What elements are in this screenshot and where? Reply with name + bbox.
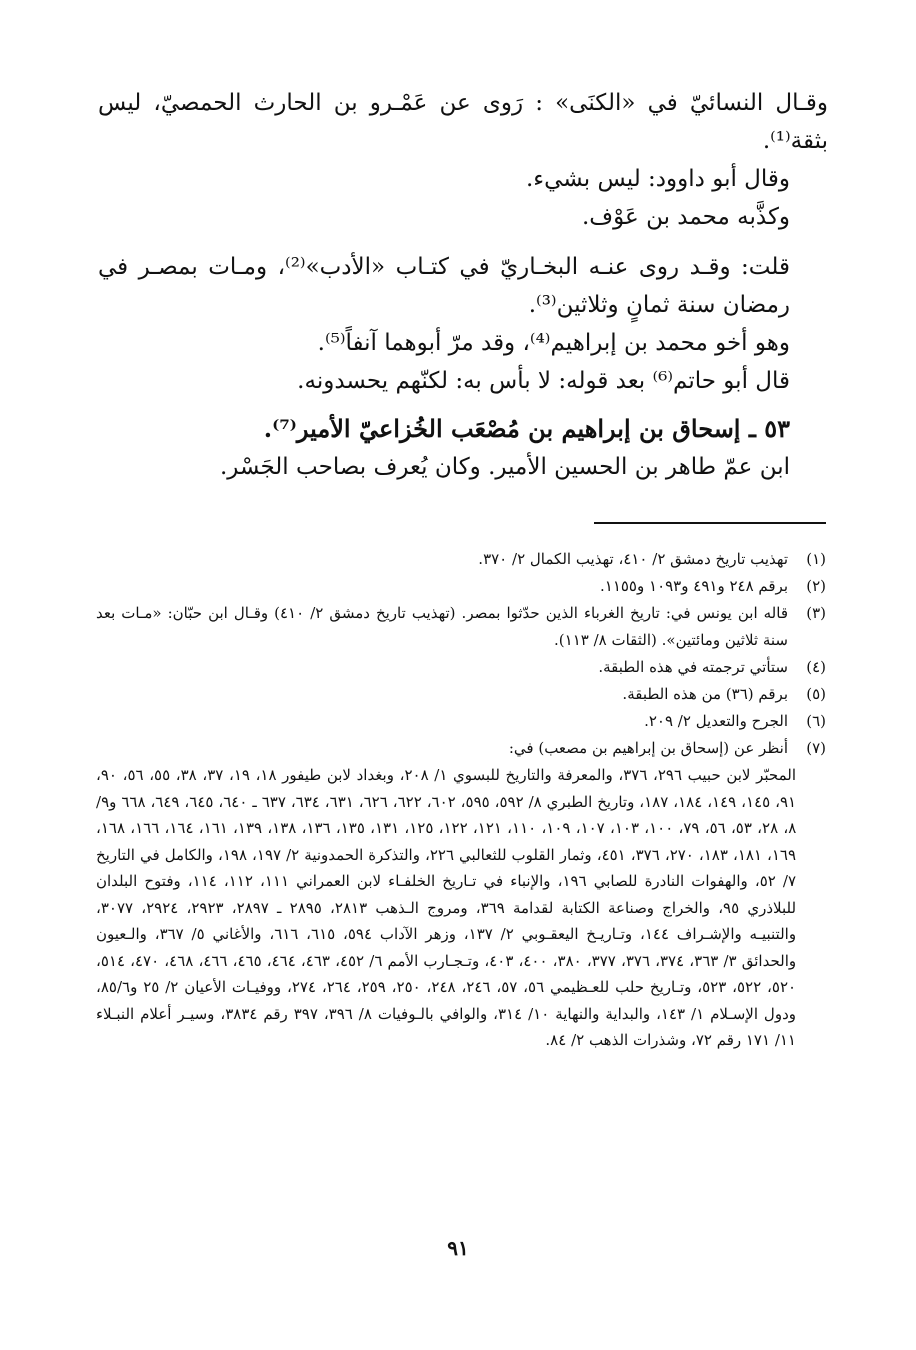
footnote — [96, 600, 826, 654]
footnote — [96, 546, 826, 573]
footnote — [96, 654, 826, 681]
paragraph-brother: وهو أخو محمد بن إبراهيم⁽⁴⁾، وقد مرّ أبوهما آنفاً⁽⁵⁾. — [317, 330, 790, 356]
footnote-number: (٤) — [806, 658, 826, 676]
footnote-number: (٥) — [806, 685, 826, 703]
paragraph-muhammad-ibn-awf: وكذَّبه محمد بن عَوْف. — [582, 204, 790, 230]
footnote-text: أنظر عن (إسحاق بن إبراهيم بن مصعب) في: — [508, 739, 788, 757]
footnote-text: برقم ٢٤٨ و٤٩١ و١٠٩٣ و١١٥٥. — [599, 577, 788, 595]
footnote — [96, 735, 826, 762]
entry-heading: ٥٣ ـ إسحاق بن إبراهيم بن مُصْعَب الخُزاعيّ الأمير⁽⁷⁾. — [263, 414, 790, 443]
footnote — [96, 573, 826, 600]
paragraph-ibn-amm: ابن عمّ طاهر بن الحسين الأمير. وكان يُعرف بصاحب الجَسْر. — [219, 454, 790, 480]
footnote — [96, 708, 826, 735]
footnote-text: ستأتي ترجمته في هذه الطبقة. — [598, 658, 788, 676]
footnote-number: (٢) — [806, 577, 826, 595]
footnote-text: برقم (٣٦) من هذه الطبقة. — [622, 685, 788, 703]
page-number: ٩١ — [447, 1236, 469, 1260]
footnote — [96, 681, 826, 708]
footnote-text: قاله ابن يونس في: تاريخ الغرباء الذين حدّثوا بمصر. (تهذيب تاريخ دمشق ٢/ ٤١٠) وقـال ابن حبّان: «مـات بعد سنة ثلاثين ومائتين». (الثقات ٨/ ١١٣). — [96, 604, 788, 649]
footnote-divider — [594, 522, 826, 524]
footnotes — [96, 546, 826, 1054]
main-text — [98, 84, 828, 486]
paragraph-abu-hatim: قال أبو حاتم⁽⁶⁾ بعد قوله: لا بأس به: لكنّهم يحسدونه. — [297, 368, 790, 394]
paragraph-qultu: قلت: وقـد روى عنـه البخـاريّ في كتـاب «الأدب»⁽²⁾، ومـات بمصـر في رمضان سنة ثمانٍ وثلاثين⁽³⁾. — [98, 254, 791, 318]
footnote-number: (٣) — [806, 604, 826, 622]
paragraph-abu-dawud: وقال أبو داوود: ليس بشيء. — [525, 166, 790, 192]
footnote-number: (٦) — [806, 712, 826, 730]
footnote-text: الجرح والتعديل ٢/ ٢٠٩. — [644, 712, 788, 730]
sources-list: المحبّر لابن حبيب ٢٩٦، ٣٧٦، والمعرفة والتاريخ للبسوي ١/ ٢٠٨، وبغداد لابن طيفور ١٨، ١٩، ٣٧، ٣٨، ٥٥، ٥٦، ٩٠، ٩١، ١٤٥، ١٤٩، ١٨٤، ١٨٧، وتاريخ الطبري ٨/ ٥٩٢، ٥٩٥، ٦٠٢، ٦٢٢، ٦٢٦، ٦٣١، ٦٣٤، ٦٣٧ ـ ٦٤٠، ٦٤٥، ٦٤٩، ٦٦٨ و٩/ ٨، ٢٨، ٥٣، ٥٦، ٧٩، ١٠٠، ١٠٣، ١٠٧، ١٠٩، ١١٠، ١٢١، ١٢٢، ١٢٥، ١٣١، ١٣٥، ١٣٦، ١٣٨، ١٣٩، ١٦١، ١٦٤، ١٦٦، ١٦٨، ١٦٩، ١٨١، ١٨٣، ٢٧٠، ٣٧٦، ٤٥١، وثمار القلوب للثعالبي ٢٢٦، والتذكرة الحمدونية ٢/ ١٩٧، ١٩٨، والكامل في التاريخ ٧/ ٥٢، والهفوات النادرة للصابي ١٩٦، والإنباء في تـاريخ الخلفـاء لابن العمراني ١١١، ١١٢، ١١٤، وفتوح البلدان للبلاذري ٩٥، والخراج وصناعة الكتابة لقدامة ٣٦٩، ومروج الـذهب ٢٨١٣، ٢٨٩٥ ـ ٢٨٩٧، ٢٩٢٣، ٢٩٢٤، ٣٠٧٧، والتنبيـه والإشـراف ١٤٤، وتـاريـخ اليعقـوبي ٢/ ١٣٧، وزهر الآداب ٥٩٤، ٦١٥، ٦١٦، والأغاني ٥/ ٣٦٧، والـعيون والحدائق ٣/ ٣٦٣، ٣٧٤، ٣٧٦، ٣٧٧، ٣٨٠، ٤٠٠، ٤٠٣، وتـجـارب الأمم ٦/ ٤٥٢، ٤٦٣، ٤٦٤، ٤٦٥، ٤٦٦، ٤٦٨، ٤٧٠، ٥١٤، ٥٢٠، ٥٢٢، ٥٢٣، وتـاريخ حلب للعـظيمي ٥٦، ٥٧، ٢٤٦، ٢٤٨، ٢٥٠، ٢٥٩، ٢٦٤، ٢٧٤، ووفيـات الأعيان ٢/ ٢٥ و٨٥/٦، ودول الإسـلام ١/ ١٤٣، والبداية والنهاية ١٠/ ٣١٤، والوافي بالـوفيات ٨/ ٣٩٦، ٣٩٧ رقم ٣٨٣٤، وسيـر أعلام النبـلاء ١١/ ١٧١ رقم ٧٢، وشذرات الذهب ٢/ ٨٤. — [96, 766, 797, 1049]
footnote-number: (٧) — [806, 739, 826, 757]
paragraph-nasai: وقـال النسائيّ في «الكنَى» : رَوى عن عَمْـرو بن الحارث الحمصيّ، ليس بثقة⁽¹⁾. — [98, 90, 828, 154]
footnote-text: تهذيب تاريخ دمشق ٢/ ٤١٠، تهذيب الكمال ٢/ ٣٧٠. — [478, 550, 788, 568]
footnote-number: (١) — [806, 550, 826, 568]
